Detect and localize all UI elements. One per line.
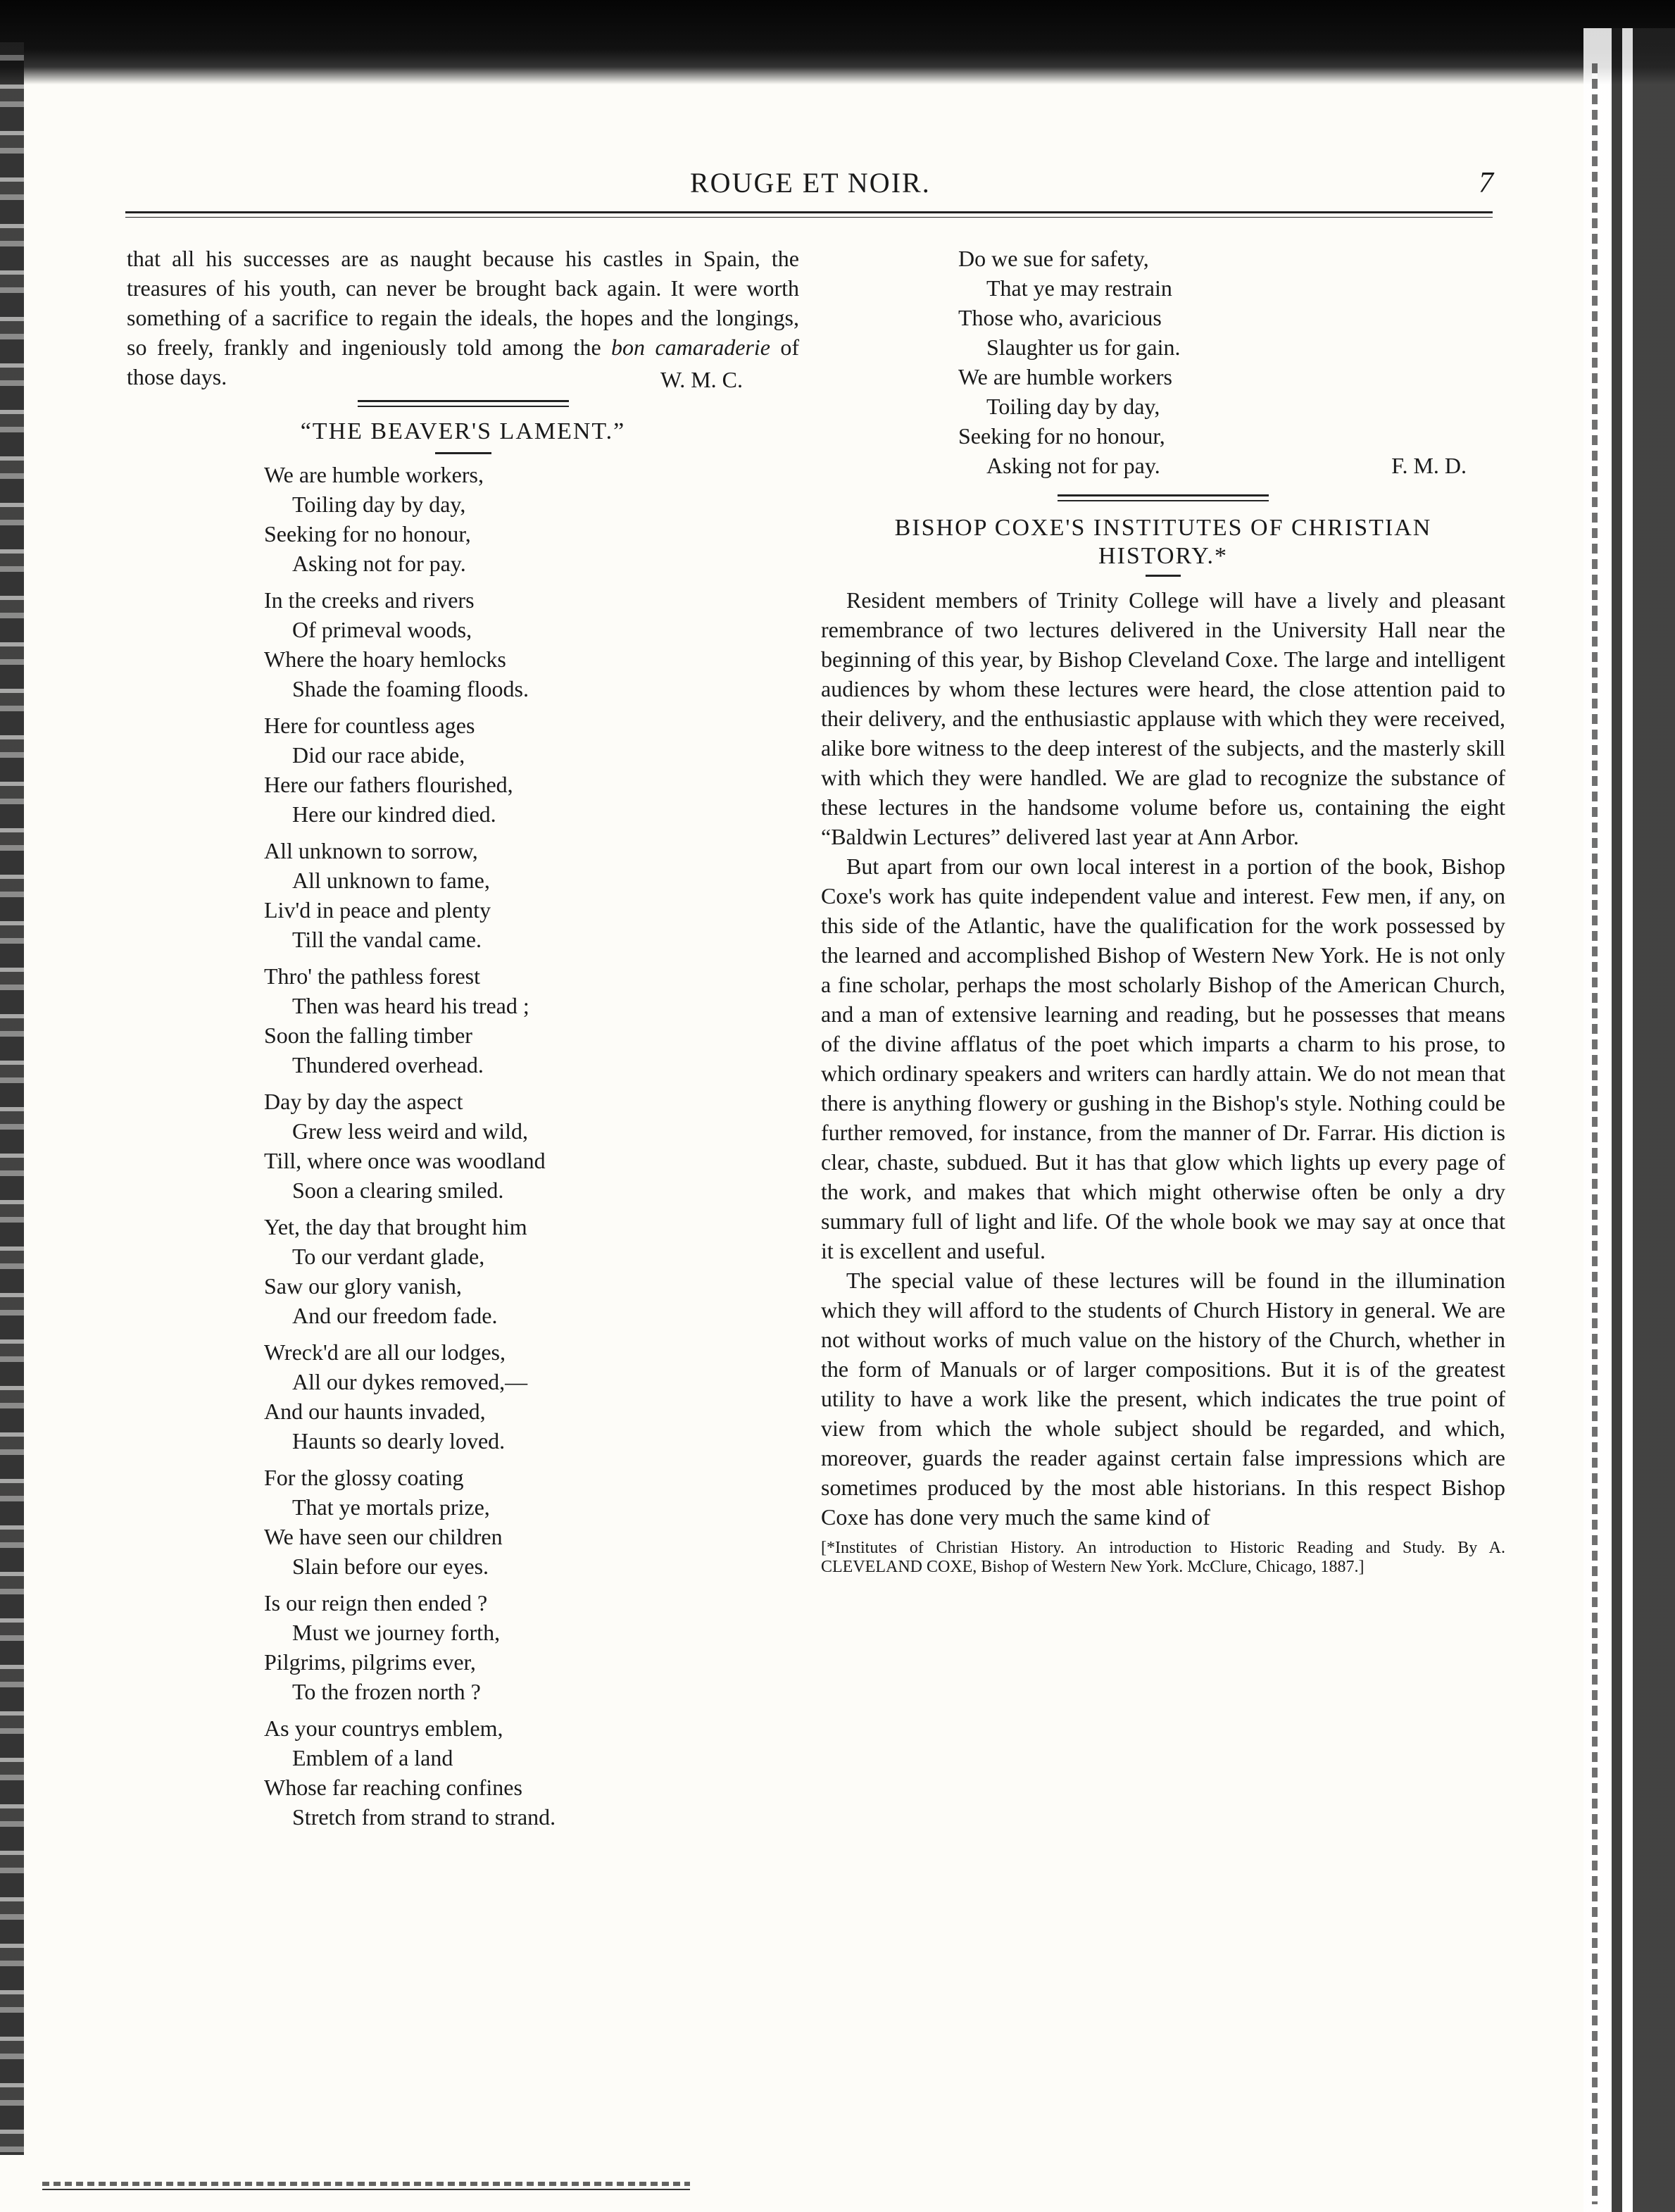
- footnote: [*Institutes of Christian History. An introduction to Historic Reading and Study. By A. CLEVELAND COXE, Bishop of Western New York. McClure, Chicago, 1887.]: [821, 1539, 1505, 1576]
- intro-italic: bon camaraderie: [611, 335, 770, 360]
- poem-line: Where the hoary hemlocks: [264, 646, 506, 672]
- poem-line: Here our fathers flourished,: [264, 772, 513, 797]
- poem-line: Till, where once was woodland: [264, 1148, 546, 1173]
- poem-line: To the frozen north ?: [292, 1679, 481, 1704]
- scan-binding-edge: [1592, 63, 1598, 2204]
- poem-stanza: [264, 1588, 799, 1706]
- poem-line: Yet, the day that brought him: [264, 1214, 527, 1239]
- scan-artifact-bottom-line: [42, 2189, 690, 2190]
- poem-line: Here our kindred died.: [292, 801, 496, 827]
- poem-line: For the glossy coating: [264, 1465, 464, 1490]
- intro-text: that all his successes are as naught because his castles in Spain, the treasures of his youth, can never be brought back again. It were worth something of a sacrifice to regain the ideals, the hopes and the longings, so freely, frankly and ingeniously told among the: [127, 246, 799, 360]
- poem-line: Pilgrims, pilgrims ever,: [264, 1649, 476, 1675]
- poem-stanza: [264, 1463, 799, 1581]
- poem-line: Haunts so dearly loved.: [292, 1428, 506, 1454]
- poem-line: And our freedom fade.: [292, 1303, 498, 1328]
- poem-signature: F. M. D.: [1391, 453, 1467, 478]
- poem-line: We have seen our children: [264, 1524, 503, 1549]
- poem-line: All our dykes removed,—: [292, 1369, 528, 1394]
- poem-line: Emblem of a land: [292, 1745, 453, 1770]
- poem-line: Shade the foaming floods.: [292, 676, 529, 701]
- page-number: 7: [1479, 167, 1493, 199]
- poem-title: “THE BEAVER'S LAMENT.”: [300, 418, 626, 444]
- article-paragraph: The special value of these lectures will be found in the illumination which they will afford to the students of Church History in general. We are not without works of much value on the history of the Church, whether in the form of Manuals or of larger compositions. But it is of the greatest utility to have a work like the present, which indicates the true point of view from which the whole subject should be regarded, and which, moreover, guards the reader against certain false impressions which are sometimes produced by the most able historians. In this respect Bishop Coxe has done very much the same kind of: [821, 1268, 1505, 1530]
- poem-line: Did our race abide,: [292, 742, 465, 768]
- poem-line: Soon a clearing smiled.: [292, 1177, 504, 1203]
- poem-line: Whose far reaching confines: [264, 1775, 522, 1800]
- poem-line: Slain before our eyes.: [292, 1554, 489, 1579]
- poem-line: That ye mortals prize,: [292, 1494, 490, 1520]
- poem-stanza: [264, 585, 799, 704]
- right-column: [821, 244, 1505, 1577]
- poem-line: Then was heard his tread ;: [292, 993, 529, 1018]
- poem-line: Toiling day by day,: [292, 492, 466, 517]
- title-rule: [1146, 575, 1181, 577]
- poem-line: In the creeks and rivers: [264, 587, 475, 613]
- poem-line: Grew less weird and wild,: [292, 1118, 529, 1144]
- poem-line: All unknown to sorrow,: [264, 838, 478, 863]
- poem-continuation: [821, 244, 1505, 480]
- poem-line: Slaughter us for gain.: [986, 335, 1181, 360]
- poem-line: Toiling day by day,: [986, 394, 1160, 419]
- poem-line: Wreck'd are all our lodges,: [264, 1339, 506, 1365]
- article-paragraph: Resident members of Trinity College will have a lively and pleasant remembrance of two lectures delivered in the University Hall near the beginning of this year, by Bishop Cleveland Coxe. The large and intelligent audiences by whom these lectures were heard, the close attention paid to their delivery, and the enthusiastic applause with which they were received, alike bore witness to the deep interest of the subjects, and the masterly skill with which they were handled. We are glad to recognize the substance of these lectures in the handsome volume before us, containing the eight “Baldwin Lectures” delivered last year at Ann Arbor.: [821, 587, 1505, 849]
- section-divider: [1058, 494, 1269, 501]
- poem: [127, 460, 799, 1832]
- poem-line: We are humble workers: [958, 364, 1172, 389]
- poem-stanza: [264, 961, 799, 1080]
- header-rule: [125, 211, 1493, 213]
- header-rule-thin: [125, 217, 1493, 218]
- poem-line: Thro' the pathless forest: [264, 963, 481, 989]
- poem-line: Those who, avaricious: [958, 305, 1162, 330]
- poem-line: Soon the falling timber: [264, 1023, 472, 1048]
- poem-stanza: [264, 836, 799, 954]
- poem-stanza: [264, 1212, 799, 1330]
- poem-line: Seeking for no honour,: [958, 423, 1165, 449]
- article-title-line: BISHOP COXE'S INSTITUTES OF CHRISTIAN: [894, 515, 1432, 541]
- poem-line: To our verdant glade,: [292, 1244, 485, 1269]
- poem-line: Here for countless ages: [264, 713, 475, 738]
- poem-stanza: [264, 711, 799, 829]
- intro-signature: W. M. C.: [660, 367, 743, 392]
- title-rule: [435, 452, 491, 454]
- scan-border-left: [0, 42, 24, 2155]
- poem-line: Of primeval woods,: [292, 617, 472, 642]
- poem-line: Thundered overhead.: [292, 1052, 484, 1077]
- running-title: ROUGE ET NOIR.: [690, 167, 931, 199]
- poem-line: We are humble workers,: [264, 462, 484, 487]
- poem-stanza: [264, 460, 799, 578]
- intro-text-end: of those days.: [127, 335, 800, 389]
- poem-line: Do we sue for safety,: [958, 246, 1149, 271]
- scan-artifact-bottom: [42, 2182, 690, 2186]
- poem-line: Asking not for pay.: [986, 453, 1160, 478]
- scan-border-top: [0, 0, 1675, 85]
- poem-line: Day by day the aspect: [264, 1089, 463, 1114]
- article-title: [821, 514, 1505, 570]
- poem-line: All unknown to fame,: [292, 868, 490, 893]
- poem-line: Saw our glory vanish,: [264, 1273, 462, 1299]
- poem-line: As your countrys emblem,: [264, 1716, 503, 1741]
- poem-stanza: [264, 1713, 799, 1832]
- article-title-line: HISTORY.*: [1098, 543, 1228, 569]
- poem-line: Stretch from strand to strand.: [292, 1804, 556, 1830]
- poem-line: Must we journey forth,: [292, 1620, 501, 1645]
- poem-line: Is our reign then ended ?: [264, 1590, 488, 1616]
- poem-stanza: [264, 1337, 799, 1456]
- poem-line: Asking not for pay.: [292, 551, 466, 576]
- poem-stanza: [264, 1087, 799, 1205]
- poem-line: That ye may restrain: [986, 275, 1172, 301]
- left-column: [127, 244, 799, 1839]
- section-divider: [358, 400, 569, 407]
- article-paragraph: But apart from our own local interest in a portion of the book, Bishop Coxe's work has quite independent value and interest. Few men, if any, on this side of the Atlantic, have the qualification for the work possessed by the learned and accomplished Bishop of Western New York. He is not only a fine scholar, perhaps the most scholarly Bishop of the American Church, and a man of extensive learning and reading, but he possesses that means of the divine afflatus of the poet which imparts a charm to his prose, to which ordinary speakers and writers can hardly attain. We do not mean that there is anything flowery or gushing in the Bishop's style. Nothing could be further removed, for instance, from the manner of Dr. Farrar. His diction is clear, chaste, subdued. But it has that glow which lights up every page of the work, and makes that which might otherwise often be only a dry summary full of light and life. Of the whole book we may say at once that it is excellent and useful.: [821, 854, 1505, 1263]
- poem-line: Till the vandal came.: [292, 927, 482, 952]
- poem-line: Liv'd in peace and plenty: [264, 897, 491, 923]
- poem-line: Seeking for no honour,: [264, 521, 471, 546]
- poem-line: And our haunts invaded,: [264, 1399, 486, 1424]
